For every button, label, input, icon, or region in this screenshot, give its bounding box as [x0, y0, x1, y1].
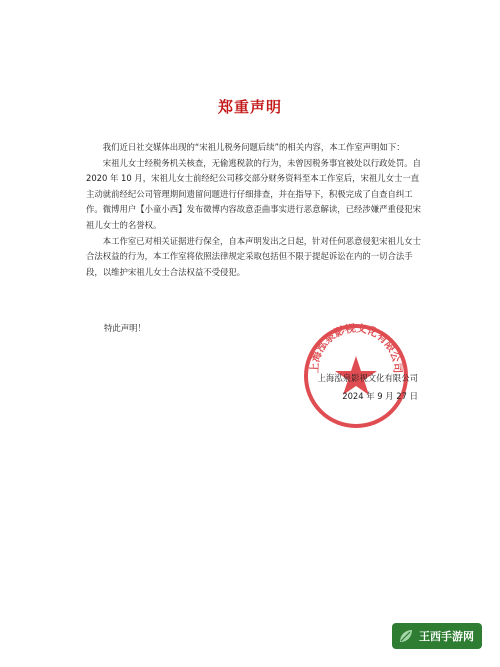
seal-text: 上海泓泉影视文化有限公司	[308, 322, 404, 374]
watermark-badge	[392, 623, 482, 649]
closing-line: 特此声明！	[104, 323, 146, 333]
signer-name: 上海泓泉影视文化有限公司	[317, 373, 418, 383]
leaf-logo-icon	[398, 628, 414, 644]
statement-body	[86, 140, 422, 280]
paragraph-tax: 宋祖儿女士经税务机关核查，无偷逃税款的行为，未曾因税务事宜被处以行政处罚。自 2020 年 10 月，宋祖儿女士前经纪公司移交部分财务资料至本工作室后，宋祖儿女士一直主动就前经纪公司管理期间遗留问题进行仔细排查，并在指导下，积极完成了自查自纠工作。微博用户【小童小西】发布微博内容故意歪曲事实进行恶意解读，已经涉嫌严重侵犯宋祖儿女士的名誉权。	[86, 157, 422, 230]
statement-date: 2024 年 9 月 27 日	[342, 391, 418, 401]
paragraph-intro: 我们近日社交媒体出现的“宋祖儿税务问题后续”的相关内容，本工作室声明如下：	[102, 142, 405, 152]
page-title: 郑重声明	[217, 98, 282, 116]
paragraph-legal: 本工作室已对相关证据进行保全，自本声明发出之日起，针对任何恶意侵犯宋祖儿女士合法权益的行为，本工作室将依照法律规定采取包括但不限于提起诉讼在内的一切合法手段，以维护宋祖儿女士合法权益不受侵犯。	[86, 235, 422, 277]
watermark-text: 王西手游网	[419, 630, 474, 643]
